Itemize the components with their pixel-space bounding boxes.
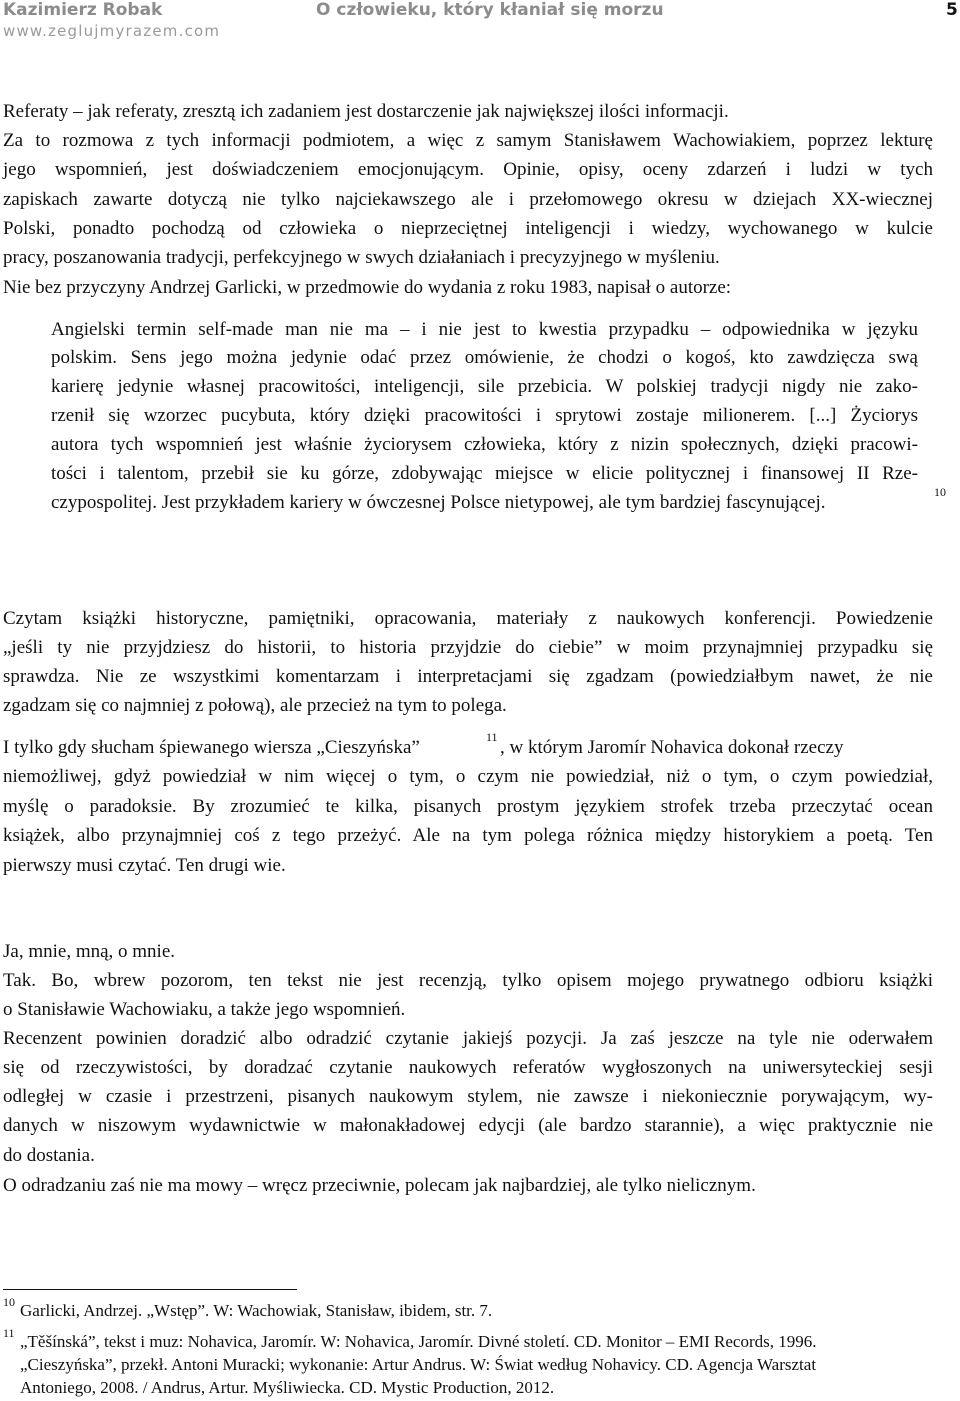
header-author: Kazimierz Robak [3,0,163,20]
text-line: zapiskach zawarte dotyczą nie tylko najciekawszego ale i przełomowego okresu w dziejach XX-wiecznej [3,189,933,210]
text-line: Ja, mnie, mną, o mnie. [3,941,176,962]
text-line: książek, albo przynajmniej coś z tego przeżyć. Ale na tym polega różnica między historykiem a poetą. Ten [3,825,933,846]
text-line: pierwszy musi czytać. Ten drugi wie. [3,855,286,876]
footnote-number: 11 [3,1326,15,1340]
quote-line: Angielski termin self-made man nie ma – i nie jest to kwestia przypadku – odpowiednika w języku [51,319,918,340]
text-line: się od rzeczywistości, by doradzać czytanie naukowych referatów wygłoszonych na uniwersyteckiej sesji [3,1057,933,1078]
text-line: do dostania. [3,1145,95,1166]
text-line: I tylko gdy słucham śpiewanego wiersza „Cieszyńska” [3,737,420,758]
text-line: Tak. Bo, wbrew pozorom, ten tekst nie jest recenzją, tylko opisem mojego prywatnego odbioru książki [3,970,933,991]
text-line: o Stanisławie Wachowiaku, a także jego wspomnień. [3,999,406,1020]
footnote-text: „Těšínská”, tekst i muz: Nohavica, Jaromír. W: Nohavica, Jaromír. Divné století. CD. Monitor – EMI Records, 1996. [20,1332,817,1351]
text-line: , w którym Jaromír Nohavica dokonał rzeczy [500,737,844,758]
text-line: Recenzent powinien doradzić albo odradzić czytanie jakiejś pozycji. Ja zaś jeszcze na tyle nie oderwałem [3,1028,933,1049]
footnote-text: „Cieszyńska”, przekł. Antoni Muracki; wykonanie: Artur Andrus. W: Świat według Nohavicy. CD. Agencja Warsztat [20,1355,817,1374]
page-number: 5 [946,0,958,20]
text-line: Referaty – jak referaty, zresztą ich zadaniem jest dostarczenie jak największej ilości informacji. [3,101,729,122]
quote-line: autora tych wspomnień jest właśnie życiorysem człowieka, który z nizin społecznych, dzięki pracowi- [51,434,918,455]
footnote-ref: 11 [486,730,498,744]
text-line: zgadzam się co najmniej z połową), ale przecież na tym to polega. [3,695,507,716]
text-line: Za to rozmowa z tych informacji podmiotem, a więc z samym Stanisławem Wachowiakiem, poprzez lekturę [3,130,933,151]
footnote-separator [3,1289,297,1290]
quote-line: polskim. Sens jego można jedynie odać przez omówienie, że chodzi o kogoś, kto zawdzięcza swą [51,347,918,368]
quote-line: karierę jedynie własnej pracowitości, inteligencji, sile przebicia. W polskiej tradycji nigdy nie zako- [51,376,918,397]
text-line: odległej w czasie i przestrzeni, pisanych naukowym stylem, nie zawsze i niekoniecznie porywającym, wy- [3,1086,933,1107]
text-line: Polski, ponadto pochodzą od człowieka o nieprzeciętnej inteligencji i wiedzy, wychowanego w kulcie [3,218,933,239]
text-line: pracy, poszanowania tradycji, perfekcyjnego w swych działaniach i precyzyjnego w myśleniu. [3,247,720,268]
footnote-number: 10 [3,1295,15,1309]
quote-line: tości i talentom, przebił sie ku górze, zdobywając miejsce w elicie politycznej i finansowej II Rze- [51,463,918,484]
text-line: Czytam książki historyczne, pamiętniki, opracowania, materiały z naukowych konferencji. Powiedzenie [3,608,933,629]
footnote-ref: 10 [934,485,946,499]
text-line: O odradzaniu zaś nie ma mowy – wręcz przeciwnie, polecam jak najbardziej, ale tylko nielicznym. [3,1175,756,1196]
text-line: Nie bez przyczyny Andrzej Garlicki, w przedmowie do wydania z roku 1983, napisał o autorze: [3,277,732,298]
footnote-text: Antoniego, 2008. / Andrus, Artur. Myśliwiecka. CD. Mystic Production, 2012. [20,1378,555,1397]
text-line: danych w niszowym wydawnictwie w małonakładowej edycji (ale bardzo starannie), a więc praktycznie nie [3,1115,933,1136]
text-line: sprawdza. Nie ze wszystkimi komentarzam i interpretacjami się zgadzam (powiedziałbym nawet, że nie [3,666,933,687]
text-line: myślę o paradoksie. By zrozumieć te kilka, pisanych prostym językiem strofek trzeba przeczytać ocean [3,796,933,817]
text-line: jego wspomnień, jest doświadczeniem emocjonującym. Opinie, opisy, oceny zdarzeń i ludzi w tych [3,159,933,180]
text-line: niemożliwej, gdyż powiedział w nim więcej o tym, o czym nie powiedział, niż o tym, o czym powiedział, [3,766,933,787]
text-line: „jeśli ty nie przyjdziesz do historii, to historia przyjdzie do ciebie” w moim przynajmniej przypadku się [3,637,933,658]
quote-line: rzenił się wzorzec pucybuta, który dzięki pracowitości i sprytowi zostaje milionerem. [...] Życiorys [51,405,918,426]
quote-line: czypospolitej. Jest przykładem kariery w ówczesnej Polsce nietypowej, ale tym bardziej fascynującej. [51,492,826,513]
header-url: www.zeglujmyrazem.com [3,22,221,40]
header-title: O człowieku, który kłaniał się morzu [316,0,664,20]
footnote-text: Garlicki, Andrzej. „Wstęp”. W: Wachowiak, Stanisław, ibidem, str. 7. [20,1301,493,1320]
